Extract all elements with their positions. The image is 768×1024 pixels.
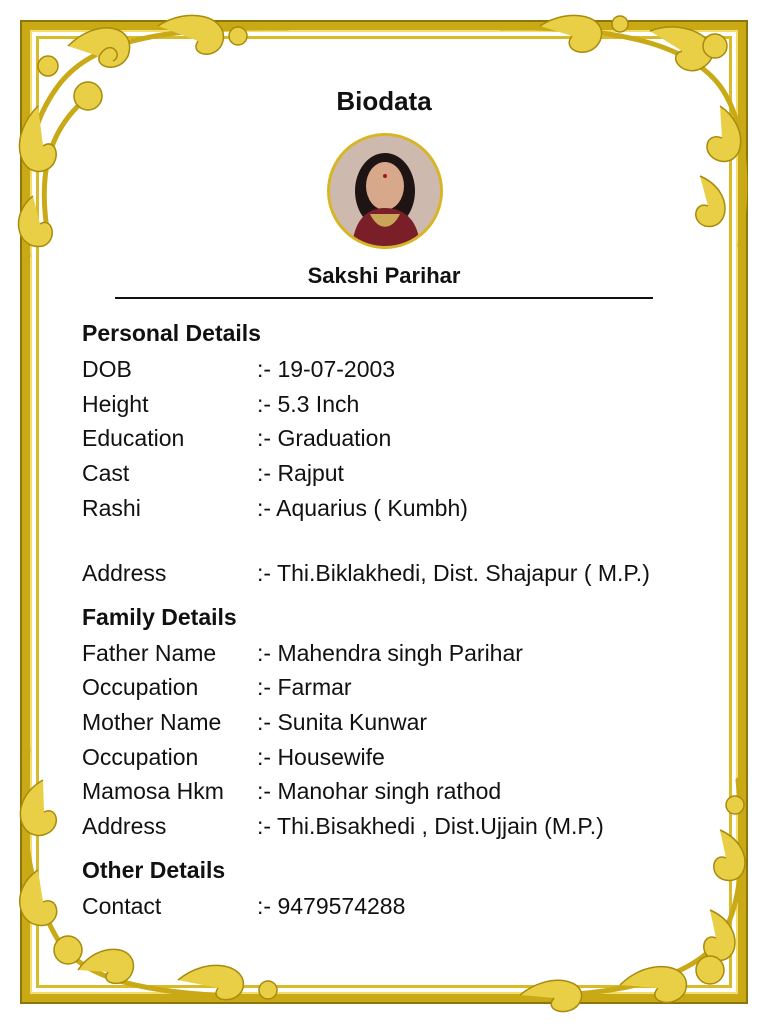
personal-details-heading: Personal Details xyxy=(82,320,261,346)
person-name: Sakshi Parihar xyxy=(307,263,461,288)
detail-value: :- Housewife xyxy=(257,744,385,770)
detail-value: :- 5.3 Inch xyxy=(257,391,360,417)
other-details-heading: Other Details xyxy=(82,857,226,883)
detail-label: Father Name xyxy=(82,640,217,666)
detail-value: :- Sunita Kunwar xyxy=(257,709,428,735)
detail-value: :- 19-07-2003 xyxy=(257,356,396,382)
detail-label: Mamosa Hkm xyxy=(82,778,224,804)
detail-label: Mother Name xyxy=(82,709,222,735)
detail-label: Rashi xyxy=(82,495,141,521)
top-left-floral-ornament xyxy=(8,6,308,276)
detail-label: Address xyxy=(82,813,167,839)
detail-label: Cast xyxy=(82,460,130,486)
bottom-right-floral-ornament xyxy=(480,770,760,1020)
top-right-floral-ornament xyxy=(500,6,760,266)
detail-value: :- 9479574288 xyxy=(257,893,406,919)
detail-value: :- Graduation xyxy=(257,425,392,451)
detail-value: :- Thi.Bisakhedi , Dist.Ujjain (M.P.) xyxy=(257,813,604,839)
detail-label: Contact xyxy=(82,893,162,919)
detail-value: :- Aquarius ( Kumbh) xyxy=(257,495,468,521)
detail-value: :- Manohar singh rathod xyxy=(257,778,502,804)
detail-label: Occupation xyxy=(82,674,199,700)
detail-value: :- Mahendra singh Parihar xyxy=(257,640,523,666)
detail-value: :- Farmar xyxy=(257,674,352,700)
family-details-heading: Family Details xyxy=(82,604,237,630)
profile-photo xyxy=(327,133,443,249)
detail-label: Occupation xyxy=(82,744,199,770)
detail-label: DOB xyxy=(82,356,132,382)
name-divider-line xyxy=(115,297,653,299)
detail-label: Address xyxy=(82,560,167,586)
detail-label: Education xyxy=(82,425,185,451)
detail-value: :- Thi.Biklakhedi, Dist. Shajapur ( M.P.) xyxy=(257,560,650,586)
document-title: Biodata xyxy=(336,86,432,116)
detail-value: :- Rajput xyxy=(257,460,344,486)
detail-label: Height xyxy=(82,391,149,417)
